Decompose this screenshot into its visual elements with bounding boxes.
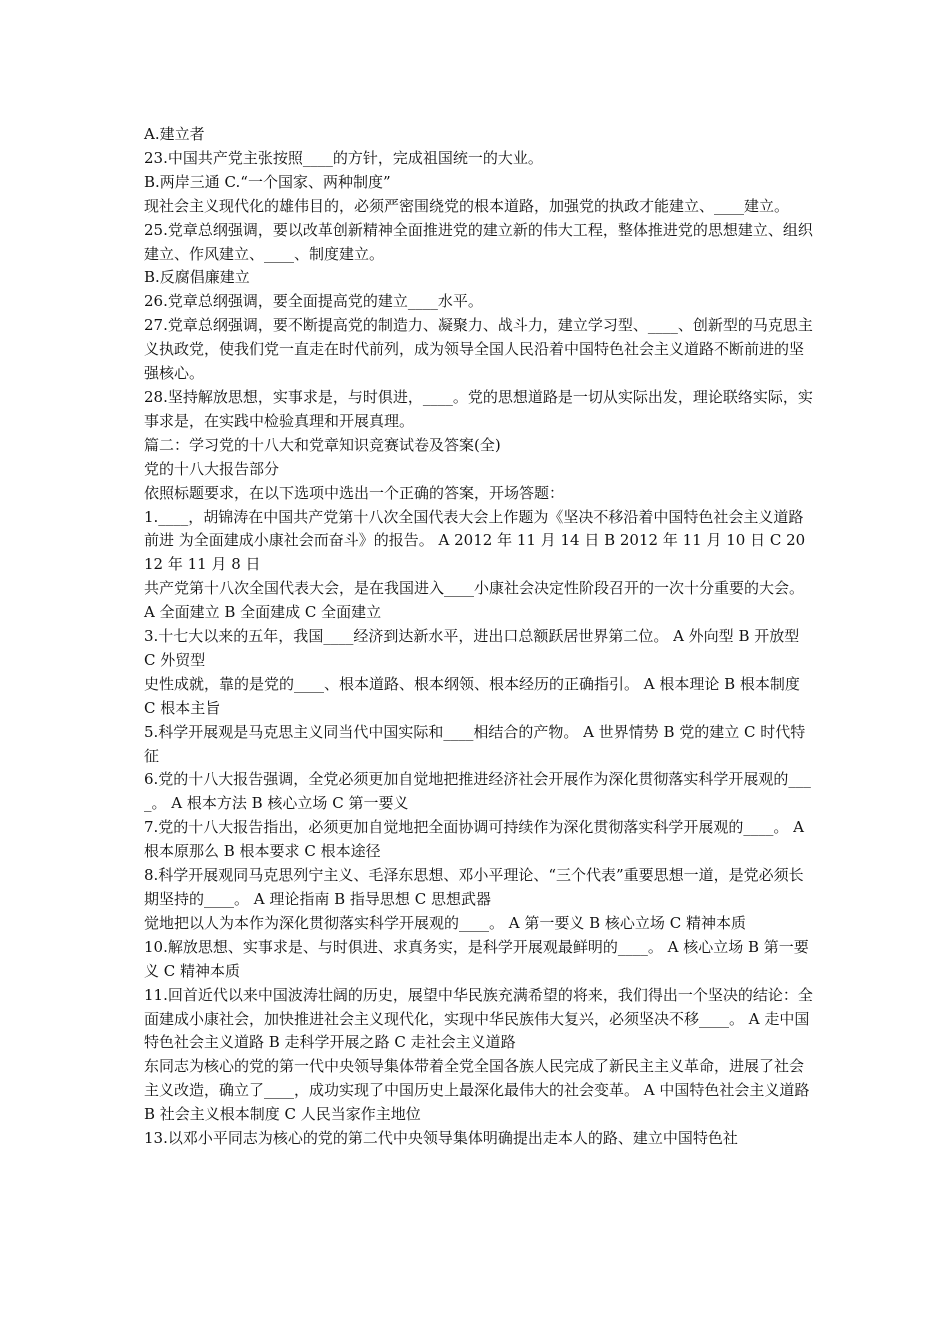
document-body: [144, 123, 814, 1151]
question-11: 11.回首近代以来中国波涛壮阔的历史，展望中华民族充满希望的将来，我们得出一个坚决的结论：全面建成小康社会，加快推进社会主义现代化，实现中华民族伟大复兴，必须坚决不移____。 A 走中国特色社会主义道路 B 走科学开展之路 C 走社会主义道路: [144, 985, 813, 1052]
question-26: 26.党章总纲强调，要全面提高党的建立____水平。: [144, 292, 483, 311]
question-1: 1.____，胡锦涛在中国共产党第十八次全国代表大会上作题为《坚决不移沿着中国特色社会主义道路前进 为全面建成小康社会而奋斗》的报告。 A 2012 年 11 月 14 日 B 2012 年 11 月 10 日 C 2012 年 11 月 8 日: [144, 507, 806, 574]
section-heading: 篇二：学习党的十八大和党章知识竞赛试卷及答案(全): [144, 435, 501, 454]
question-5: 5.科学开展观是马克思主义同当代中国实际和____相结合的产物。 A 世界情势 B 党的建立 C 时代特征: [144, 722, 806, 765]
question-7: 7.党的十八大报告指出，必须更加自觉地把全面协调可持续作为深化贯彻落实科学开展观的____。 A 根本原那么 B 根本要求 C 根本途径: [144, 818, 804, 861]
question-25: 25.党章总纲强调，要以改革创新精神全面推进党的建立新的伟大工程，整体推进党的思想建立、组织建立、作风建立、____、制度建立。: [144, 220, 813, 263]
question-6: 6.党的十八大报告强调，全党必须更加自觉地把推进经济社会开展作为深化贯彻落实科学开展观的____。 A 根本方法 B 核心立场 C 第一要义: [144, 770, 811, 813]
question-3: 3.十七大以来的五年，我国____经济到达新水平，进出口总额跃居世界第二位。 A 外向型 B 开放型 C 外贸型: [144, 627, 800, 669]
answer-option-line: A.建立者: [144, 125, 205, 143]
question-9-fragment: 觉地把以人为本作为深化贯彻落实科学开展观的____。 A 第一要义 B 核心立场 C 精神本质: [144, 913, 746, 932]
question-13: 13.以邓小平同志为核心的党的第二代中央领导集体明确提出走本人的路、建立中国特色社: [144, 1129, 738, 1148]
question-12-fragment: 东同志为核心的党的第一代中央领导集体带着全党全国各族人民完成了新民主主义革命，进展了社会主义改造，确立了____，成功实现了中国历史上最深化最伟大的社会变革。 A 中国特色社会主义道路 B 社会主义根本制度 C 人民当家作主地位: [144, 1057, 810, 1124]
instructions: 依照标题要求，在以下选项中选出一个正确的答案，开场答题：: [144, 483, 565, 502]
question-28: 28.坚持解放思想，实事求是，与时俱进，____。党的思想道路是一切从实际出发，理论联络实际，实事求是，在实践中检验真理和开展真理。: [144, 387, 813, 430]
question-23: 23.中国共产党主张按照____的方针，完成祖国统一的大业。: [144, 148, 543, 167]
question-10: 10.解放思想、实事求是、与时俱进、求真务实，是科学开展观最鲜明的____。 A 核心立场 B 第一要义 C 精神本质: [144, 937, 809, 980]
question-2-fragment: 共产党第十八次全国代表大会，是在我国进入____小康社会决定性阶段召开的一次十分重要的大会。 A 全面建立 B 全面建成 C 全面建立: [144, 579, 805, 622]
question-4-fragment: 史性成就，靠的是党的____、根本道路、根本纲领、根本经历的正确指引。 A 根本理论 B 根本制度 C 根本主旨: [144, 674, 800, 717]
subsection-heading: 党的十八大报告部分: [144, 459, 280, 478]
question-27: 27.党章总纲强调，要不断提高党的制造力、凝聚力、战斗力，建立学习型、____、创新型的马克思主义执政党，使我们党一直走在时代前列，成为领导全国人民沿着中国特色社会主义道路不断前进的坚强核心。: [144, 316, 813, 383]
answer-option-line: B.两岸三通 C.“一个国家、两种制度”: [144, 172, 391, 191]
question-8: 8.科学开展观同马克思列宁主义、毛泽东思想、邓小平理论、“三个代表”重要思想一道，是党必须长期坚持的____。 A 理论指南 B 指导思想 C 思想武器: [144, 866, 804, 908]
question-24-fragment: 现社会主义现代化的雄伟目的，必须严密围绕党的根本道路，加强党的执政才能建立、____建立。: [144, 196, 790, 215]
answer-option-line: B.反腐倡廉建立: [144, 268, 250, 287]
